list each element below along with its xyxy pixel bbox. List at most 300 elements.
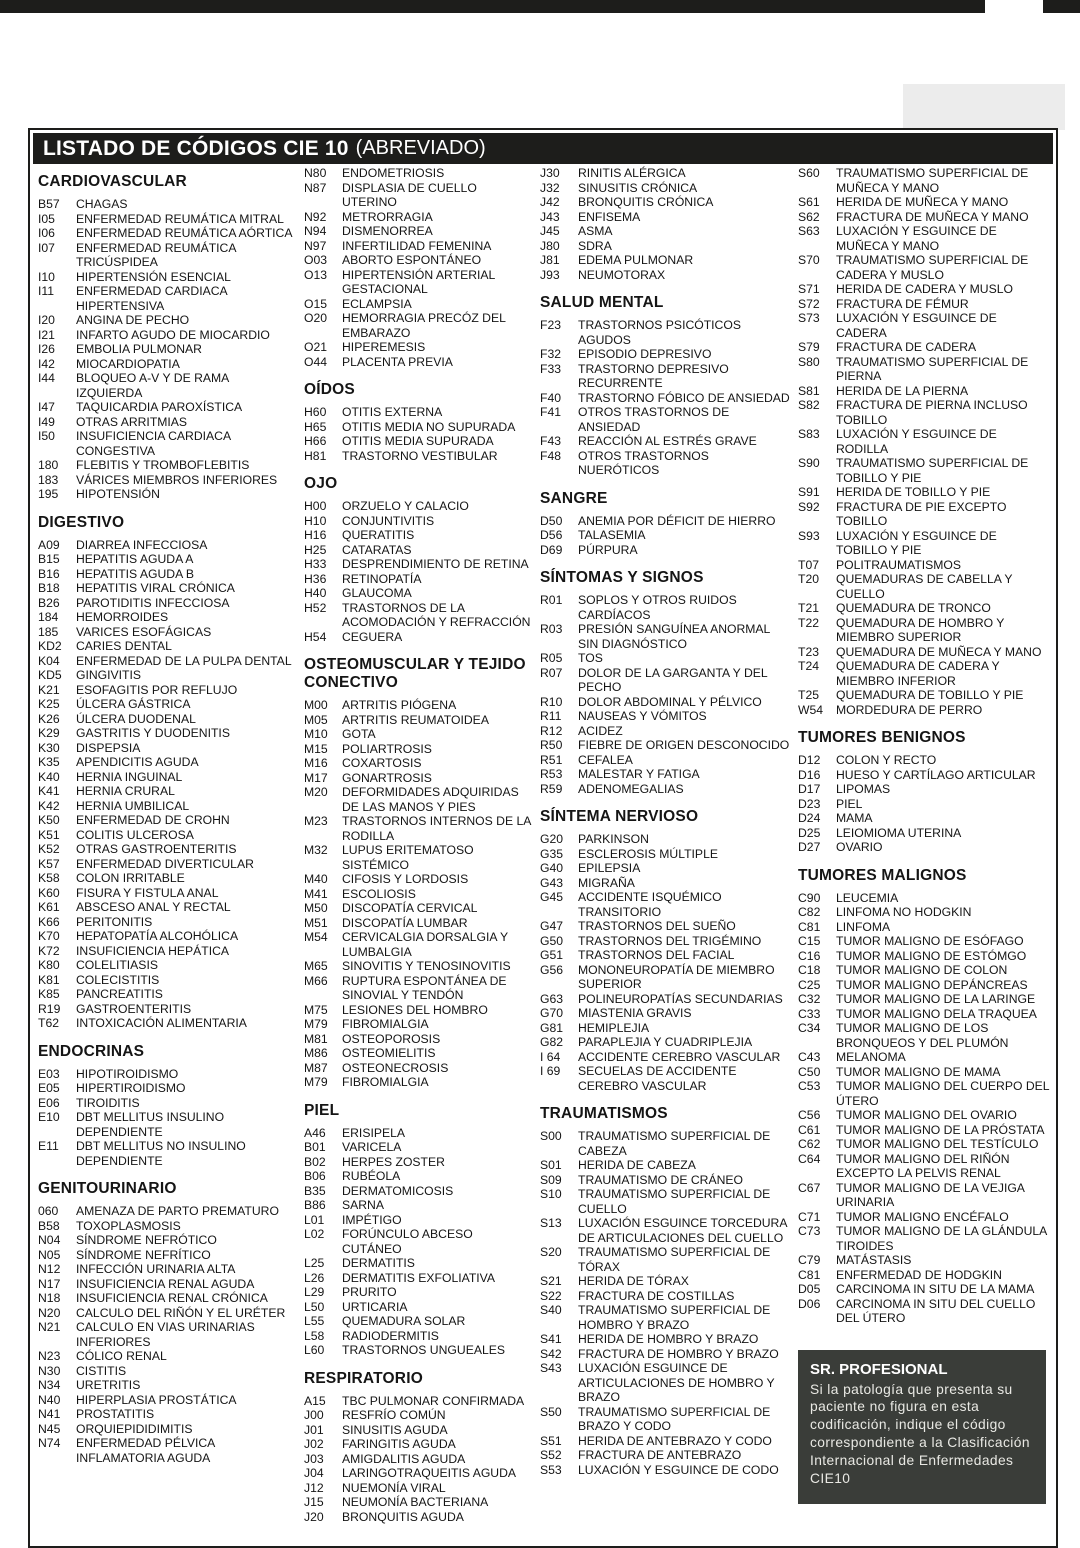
code: E05	[38, 1081, 60, 1095]
code-item	[304, 253, 534, 268]
column-3	[540, 166, 798, 1524]
code-label: QUEMADURA DE TRONCO	[836, 601, 991, 615]
code-label: ENFERMEDAD REUMÁTICA AÓRTICA	[76, 226, 293, 240]
code-label: POLIARTROSIS	[342, 741, 432, 756]
code: 185	[38, 624, 59, 639]
code-label: PÚRPURA	[578, 542, 638, 557]
code: J30	[540, 166, 560, 180]
code-label: TRAUMATISMO DE CRÁNEO	[578, 1172, 743, 1187]
code-item	[304, 930, 534, 959]
code-label: SARNA	[342, 1198, 384, 1212]
code-label: PARAPLEJIA Y CUADRIPLEJIA	[578, 1035, 753, 1049]
code: K40	[38, 769, 60, 784]
code: N45	[38, 1421, 61, 1436]
code: A15	[304, 1393, 326, 1408]
code-label: HIPEREMESIS	[342, 340, 426, 354]
code: K04	[38, 653, 60, 668]
code-label: INSUFICIENCIA CARDIACA CONGESTIVA	[76, 429, 231, 458]
code-label: OSTEOMIELITIS	[342, 1046, 436, 1060]
code-item	[540, 1129, 792, 1158]
code-item	[798, 253, 1050, 282]
code-item	[38, 741, 298, 756]
code: I 69	[540, 1064, 561, 1078]
code: T23	[798, 644, 820, 659]
code: G81	[540, 1020, 564, 1035]
code: S50	[540, 1404, 562, 1419]
section-continued	[540, 166, 792, 282]
code-item	[540, 391, 792, 406]
code-item	[38, 842, 298, 857]
code-label: HIPERPLASIA PROSTÁTICA	[76, 1392, 237, 1407]
code-label: MALESTAR Y FATIGA	[578, 767, 700, 781]
code-label: SDRA	[578, 238, 612, 253]
code-label: URETRITIS	[76, 1378, 141, 1392]
code-label: TUMOR MALIGNO DE MAMA	[836, 1064, 1001, 1079]
code: O44	[304, 354, 328, 369]
code: D24	[798, 811, 821, 825]
section-header: OÍDOS	[304, 381, 355, 398]
code-label: DERMATITIS EXFOLIATIVA	[342, 1270, 496, 1285]
code-label: TRAUMATISMO SUPERFICIAL DE MUÑECA Y MANO	[836, 166, 1029, 195]
code: T07	[798, 557, 820, 572]
code-item	[38, 929, 298, 944]
code-label: CARIES DENTAL	[76, 639, 172, 653]
code: B06	[304, 1169, 326, 1183]
code-item	[304, 1213, 534, 1228]
code-label: MIASTENIA GRAVIS	[578, 1006, 692, 1020]
code: B58	[38, 1218, 60, 1233]
code: O03	[304, 253, 328, 267]
code: S71	[798, 282, 820, 296]
code-label: DESPRENDIMIENTO DE RETINA	[342, 557, 529, 571]
code: M17	[304, 770, 328, 785]
code-item	[38, 357, 298, 372]
code: H10	[304, 513, 327, 528]
code: D06	[798, 1296, 821, 1311]
code: I44	[38, 371, 55, 385]
code: N23	[38, 1349, 61, 1363]
column-1	[38, 166, 304, 1524]
code: S62	[798, 209, 820, 224]
code-item	[540, 832, 792, 847]
code: S92	[798, 499, 820, 514]
code: A09	[38, 537, 60, 552]
code-label: OTITIS EXTERNA	[342, 405, 443, 419]
code: R19	[38, 1001, 61, 1016]
code: K30	[38, 740, 60, 755]
code-item	[798, 572, 1050, 601]
code: K21	[38, 682, 60, 697]
code-label: PRESIÓN SANGUÍNEA ANORMAL SIN DIAGNÓSTICO	[578, 622, 770, 651]
code-item	[540, 166, 792, 181]
code-item	[798, 949, 1050, 964]
code: K52	[38, 842, 60, 856]
code-item	[798, 297, 1050, 312]
code-item	[540, 1463, 792, 1478]
code-item	[798, 797, 1050, 812]
code-item	[304, 1126, 534, 1141]
code-label: POLITRAUMATISMOS	[836, 557, 962, 572]
code: T21	[798, 601, 820, 615]
code-item	[38, 958, 298, 973]
code-item	[798, 384, 1050, 399]
code-item	[38, 1422, 298, 1437]
code: B57	[38, 197, 60, 211]
code-label: COLON Y RECTO	[836, 753, 937, 767]
code: B15	[38, 552, 60, 566]
code-item	[304, 1184, 534, 1199]
code-item	[540, 1035, 792, 1050]
code: D05	[798, 1282, 821, 1296]
section-sintomas-y-signos	[540, 569, 792, 796]
section-oidos	[304, 381, 534, 463]
code-label: HERIDA DE ANTEBRAZO Y CODO	[578, 1433, 772, 1448]
code: M00	[304, 698, 328, 712]
code: R07	[540, 665, 563, 680]
code-item	[798, 340, 1050, 355]
code-label: ENDOMETRIOSIS	[342, 166, 445, 180]
code-label: OTITIS MEDIA NO SUPURADA	[342, 419, 516, 434]
code-label: QUEMADURA DE MUÑECA Y MANO	[836, 644, 1042, 659]
code-label: GASTROENTERITIS	[76, 1001, 192, 1016]
code-item	[38, 784, 298, 799]
code-label: LUXACIÓN ESGUINCE TORCEDURA DE ARTICULACIONES DEL CUELLO	[578, 1216, 787, 1245]
code-label: RESFRÍO COMÚN	[342, 1408, 446, 1422]
section-cardiovascular	[38, 173, 298, 502]
code-item	[798, 427, 1050, 456]
code-label: HEPATOPATÍA ALCOHÓLICA	[76, 929, 239, 943]
code-label: MAMA	[836, 811, 873, 825]
code-label: LEIOMIOMA UTERINA	[836, 825, 962, 840]
code-item	[304, 224, 534, 239]
code-label: HERIDA DE HOMBRO Y BRAZO	[578, 1332, 759, 1346]
code: C73	[798, 1224, 821, 1238]
code-item	[798, 934, 1050, 949]
code-item	[304, 311, 534, 340]
code-item	[304, 557, 534, 572]
code: H66	[304, 434, 327, 448]
code-item	[798, 282, 1050, 297]
code-item	[38, 1306, 298, 1321]
code-item	[304, 1169, 534, 1184]
code: E10	[38, 1110, 60, 1124]
section-header: PIEL	[304, 1101, 340, 1119]
code-item	[798, 1021, 1050, 1050]
code: L60	[304, 1343, 325, 1357]
code-label: INSUFICIENCIA RENAL AGUDA	[76, 1276, 255, 1291]
code-label: MATÁSTASIS	[836, 1253, 912, 1267]
code: J43	[540, 209, 560, 224]
code-item	[38, 342, 298, 357]
section-sangre	[540, 490, 792, 558]
code-label: PANCREATITIS	[76, 987, 163, 1001]
code-label: CIFOSIS Y LORDOSIS	[342, 872, 469, 886]
code-item	[798, 1108, 1050, 1123]
code-label: SINUSITIS AGUDA	[342, 1422, 448, 1437]
code: M79	[304, 1017, 328, 1031]
code-label: COLITIS ULCEROSA	[76, 827, 194, 842]
code: M86	[304, 1046, 328, 1060]
code-label: ORZUELO Y CALACIO	[342, 499, 469, 513]
code-item	[798, 978, 1050, 993]
section-header: ENDOCRINAS	[38, 1042, 145, 1060]
code: F41	[540, 405, 562, 419]
code-label: HEMORROIDES	[76, 610, 169, 624]
code-item	[304, 742, 534, 757]
code-item	[38, 1393, 298, 1408]
code-label: DISPEPSIA	[76, 740, 141, 755]
code-label: TUMOR MALIGNO ENCÉFALO	[836, 1209, 1009, 1224]
code-item	[540, 861, 792, 876]
code-label: QUEMADURA DE CADERA Y MIEMBRO INFERIOR	[836, 659, 1000, 688]
code-label: CEFALEA	[578, 752, 633, 767]
code: S13	[540, 1216, 562, 1230]
code: B35	[304, 1183, 326, 1198]
code: 184	[38, 610, 59, 624]
code: N41	[38, 1407, 61, 1421]
code: C43	[798, 1050, 821, 1064]
code: N18	[38, 1291, 61, 1305]
code: H54	[304, 629, 327, 644]
code-label: TUMOR MALIGNO DE LA LARINGE	[836, 992, 1036, 1006]
code-item	[798, 500, 1050, 529]
code-label: QUEMADURA DE HOMBRO Y MIEMBRO SUPERIOR	[836, 615, 1005, 644]
code: O20	[304, 311, 328, 325]
code-label: TOXOPLASMOSIS	[76, 1218, 181, 1233]
code: M05	[304, 712, 328, 727]
code: B26	[38, 595, 60, 610]
document-title-bar	[33, 133, 1053, 164]
code: D50	[540, 513, 563, 528]
section-header: OJO	[304, 475, 338, 492]
page-title-suffix: (ABREVIADO)	[355, 137, 486, 159]
code: L58	[304, 1328, 325, 1343]
code: I06	[38, 226, 55, 240]
code-label: NUEMONÍA VIRAL	[342, 1480, 446, 1495]
code: H33	[304, 557, 327, 571]
section-header: TUMORES MALIGNOS	[798, 866, 967, 884]
code-label: ESCOLIOSIS	[342, 886, 416, 901]
code-label: FARINGITIS AGUDA	[342, 1437, 456, 1451]
code: S41	[540, 1332, 562, 1346]
code-item	[38, 828, 298, 843]
code: G40	[540, 861, 564, 875]
code-item	[38, 1277, 298, 1292]
code-label: HEPATITIS AGUDA B	[76, 566, 195, 581]
code-item	[38, 654, 298, 669]
code-label: LUXACIÓN ESGUINCE DE ARTICULACIONES DE HOMBRO Y BRAZO	[578, 1361, 775, 1404]
code-label: HERIDA DE TÓRAX	[578, 1274, 689, 1288]
professional-note	[798, 1350, 1046, 1505]
code-label: GLAUCOMA	[342, 586, 412, 600]
code-label: ARTRITIS PIÓGENA	[342, 698, 457, 712]
code: R03	[540, 622, 563, 636]
section-header: SALUD MENTAL	[540, 294, 664, 311]
code: S73	[798, 311, 820, 325]
code-label: LINFOMA NO HODGKIN	[836, 905, 972, 919]
code-item	[540, 1289, 792, 1304]
code: M20	[304, 785, 328, 799]
code-label: GINGIVITIS	[76, 668, 142, 682]
code-label: HIPOTIROIDISMO	[76, 1066, 179, 1081]
code: O13	[304, 267, 328, 282]
code: I47	[38, 400, 55, 414]
code-item	[304, 1046, 534, 1061]
code-label: FRACTURA DE ANTEBRAZO	[578, 1448, 742, 1462]
code: S93	[798, 528, 820, 543]
code-label: ACIDEZ	[578, 723, 623, 738]
code-label: FRACTURA DE PIERNA INCLUSO TOBILLO	[836, 398, 1028, 427]
code-label: PIEL	[836, 796, 863, 811]
code-item	[540, 963, 792, 992]
code: K29	[38, 726, 60, 740]
code: R53	[540, 767, 563, 781]
code: N12	[38, 1262, 61, 1276]
code-label: AMIGDALITIS AGUDA	[342, 1451, 466, 1466]
code-label: DISCOPATÍA LUMBAR	[342, 915, 468, 930]
code: N80	[304, 166, 327, 180]
code-item	[798, 1152, 1050, 1181]
code: M87	[304, 1060, 328, 1075]
code-item	[304, 528, 534, 543]
code: N97	[304, 238, 327, 253]
code-label: TRASTORNOS PSICÓTICOS AGUDOS	[578, 318, 741, 347]
code-label: FRACTURA DE COSTILLAS	[578, 1288, 735, 1303]
code-item	[304, 1032, 534, 1047]
code: L25	[304, 1256, 325, 1270]
code: C81	[798, 1267, 821, 1282]
code-label: TRASTORNOS UNGUEALES	[342, 1343, 505, 1357]
code-label: ENFERMEDAD DE CROHN	[76, 813, 230, 827]
code-label: TALASEMIA	[578, 528, 646, 542]
code-label: MIGRAÑA	[578, 875, 635, 890]
code-label: DERMATOMICOSIS	[342, 1183, 454, 1198]
code-label: TUMOR MALIGNO DEL RIÑÓN EXCEPTO LA PELVIS RENAL	[836, 1151, 1010, 1180]
code: C81	[798, 919, 821, 934]
code-item	[540, 268, 792, 283]
section-osteomuscular-y-tejido-conectivo	[304, 656, 534, 1090]
code: G43	[540, 875, 564, 890]
code-item	[798, 768, 1050, 783]
code-item	[798, 963, 1050, 978]
code-item	[798, 688, 1050, 703]
code-label: EDEMA PULMONAR	[578, 253, 694, 267]
code-item	[798, 826, 1050, 841]
code-item	[38, 313, 298, 328]
code-item	[798, 840, 1050, 855]
code-item	[540, 1187, 792, 1216]
column-4	[798, 166, 1056, 1524]
code-item	[798, 645, 1050, 660]
code-item	[38, 857, 298, 872]
code-item	[304, 239, 534, 254]
section-piel	[304, 1102, 534, 1358]
code-label: FORÚNCULO ABCESO CUTÁNEO	[342, 1227, 473, 1256]
code-label: TRASTORNO FÓBICO DE ANSIEDAD	[578, 390, 790, 405]
code-label: ACCIDENTE ISQUÉMICO TRANSITORIO	[578, 890, 722, 919]
code: J20	[304, 1509, 324, 1524]
code-label: PLACENTA PREVIA	[342, 354, 453, 369]
code: N94	[304, 224, 327, 238]
code-item	[38, 596, 298, 611]
code: M10	[304, 727, 328, 741]
code-item	[304, 340, 534, 355]
code-label: REACCIÓN AL ESTRÉS GRAVE	[578, 434, 757, 448]
code-label: DOLOR DE LA GARGANTA Y DEL PECHO	[578, 665, 768, 694]
code-label: CEGUERA	[342, 629, 403, 644]
code-item	[540, 622, 792, 651]
code-item	[798, 166, 1050, 195]
code-label: ANEMIA POR DÉFICIT DE HIERRO	[578, 513, 776, 528]
code-label: OTITIS MEDIA SUPURADA	[342, 434, 494, 448]
code-label: ENFERMEDAD DIVERTICULAR	[76, 856, 254, 871]
code: J01	[304, 1422, 324, 1437]
code-label: ACCIDENTE CEREBRO VASCULAR	[578, 1049, 781, 1064]
code-label: TRAUMATISMO SUPERFICIAL DE CUELLO	[578, 1187, 771, 1216]
code: D16	[798, 767, 821, 782]
code: O21	[304, 340, 328, 354]
code-label: TUMOR MALIGNO DEPÁNCREAS	[836, 977, 1028, 992]
code-item	[304, 814, 534, 843]
code: F23	[540, 318, 562, 332]
code-item	[38, 197, 298, 212]
professional-note-body: Si la patología que presenta su paciente no figura en esta codificación, indique el código correspondiente a la Clasificación Internacional de Enfermedades CIE10	[810, 1381, 1030, 1487]
code-item	[540, 1274, 792, 1289]
code-item	[38, 473, 298, 488]
code-label: CATARATAS	[342, 542, 412, 557]
code: K70	[38, 929, 60, 943]
code: I20	[38, 313, 55, 327]
code: D27	[798, 840, 821, 854]
code-label: TUMOR MALIGNO DE LA PRÓSTATA	[836, 1122, 1045, 1137]
code-item	[304, 1495, 534, 1510]
code: J81	[540, 253, 560, 267]
code: J80	[540, 238, 560, 253]
code-item	[304, 1452, 534, 1467]
code-item	[798, 992, 1050, 1007]
code: N20	[38, 1305, 61, 1320]
code-item	[540, 1405, 792, 1434]
code: S00	[540, 1129, 562, 1143]
code: D69	[540, 542, 563, 557]
code: C67	[798, 1180, 821, 1195]
code: K72	[38, 943, 60, 958]
section-continued	[304, 166, 534, 369]
code-label: QUEMADURA SOLAR	[342, 1314, 466, 1328]
code-item	[540, 1216, 792, 1245]
code-item	[540, 1303, 792, 1332]
code-item	[38, 639, 298, 654]
code-item	[304, 1466, 534, 1481]
code-label: TIROIDITIS	[76, 1095, 140, 1110]
code-item	[304, 1481, 534, 1496]
code-label: QUERATITIS	[342, 528, 415, 542]
code-label: LUPUS ERITEMATOSO SISTÉMICO	[342, 843, 474, 872]
code-item	[304, 1017, 534, 1032]
code-item	[38, 400, 298, 415]
code-label: LUXACIÓN Y ESGUINCE DE TOBILLO Y PIE	[836, 528, 997, 557]
code: I26	[38, 342, 55, 356]
code: L55	[304, 1314, 325, 1328]
code: M51	[304, 915, 328, 930]
code-label: MORDEDURA DE PERRO	[836, 702, 983, 717]
code: S52	[540, 1448, 562, 1462]
code: S20	[540, 1245, 562, 1259]
code: H00	[304, 499, 327, 513]
code-item	[38, 1139, 298, 1168]
code: I50	[38, 429, 55, 443]
code-item	[540, 1332, 792, 1347]
